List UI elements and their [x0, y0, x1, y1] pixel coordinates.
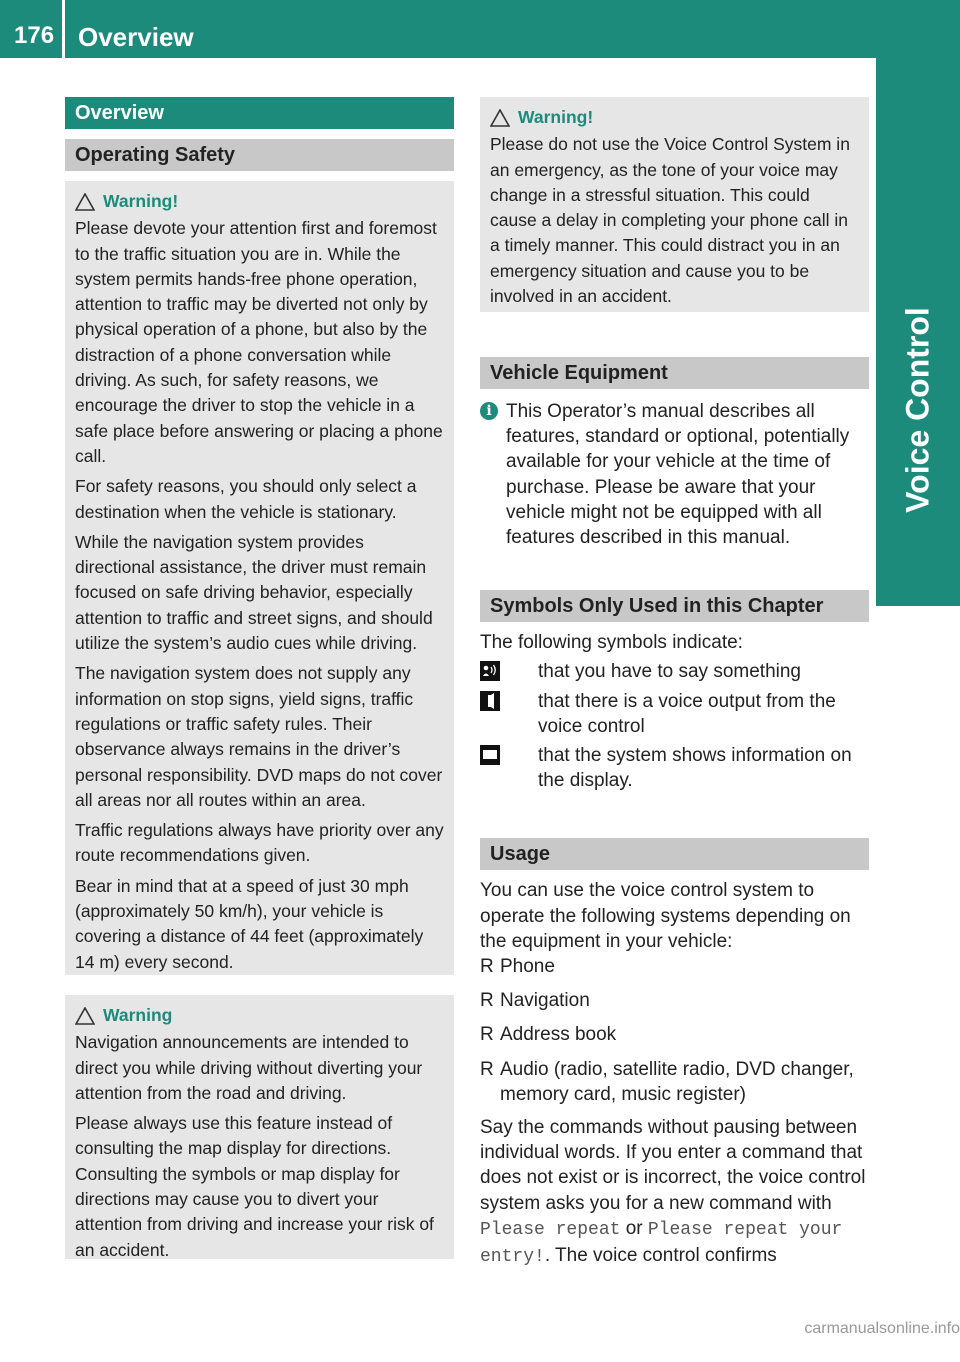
list-item: R Audio (radio, satellite radio, DVD changer, memory card, music register) [480, 1058, 854, 1105]
display-icon [480, 745, 500, 765]
section-heading-usage: Usage [480, 838, 869, 870]
usage-paragraph: Say the commands without pausing between individual words. If you enter a command that does not exist or is incorrect, the voice control system asks you for a new command with Please repeat or Please repeat your entry!. The voice control confirms [480, 1117, 866, 1268]
warning-paragraph: While the navigation system provides directional assistance, the driver must remain focused on safe driving behavior, especially attention to traffic and street signs, and should utilize the system’s audio cues while driving. [75, 531, 433, 654]
voice-output-icon [480, 691, 500, 711]
warning-paragraph: Please devote your attention first and foremost to the traffic situation you are in. While the system permits hands-free phone operation, attention to traffic may be diverted not only by physical operation of a phone, but also by the distraction of a phone conversation while driving. As such, for safety reasons, we encourage the driver to stop the vehicle in a safe place before answering or placing a phone call. [75, 218, 443, 466]
warning-box-navigation [65, 995, 454, 1259]
symbol-item: that you have to say something [480, 659, 869, 684]
usage-section [480, 878, 869, 1270]
warning-triangle-icon [75, 193, 95, 211]
warning-paragraph: The navigation system does not supply any information on stop signs, yield signs, traffic regulations or traffic safety rules. Their observance always remains in the driver’s personal responsibility. DVD maps do not cover all areas nor all routes within an area. [75, 663, 443, 810]
header-divider [62, 0, 65, 58]
warning-title: Warning [75, 1003, 444, 1028]
page-header-bar [0, 0, 960, 58]
warning-paragraph: Please do not use the Voice Control System in an emergency, as the tone of your voice may change in a stressful situation. This could cause a delay in completing your phone call in a timely manner. This could distract you in an emergency situation and cause you to be involved in an accident. [490, 134, 850, 307]
command-text: Please repeat your entry! [480, 1219, 843, 1268]
warning-triangle-icon [75, 1007, 95, 1025]
section-heading-overview: Overview [65, 97, 454, 129]
warning-box-safety [65, 181, 454, 975]
symbol-item: that there is a voice output from the voice control [480, 689, 869, 739]
info-icon: i [480, 402, 498, 420]
symbols-section [480, 630, 869, 793]
warning-box-emergency [480, 97, 869, 312]
info-text: This Operator’s manual describes all features, standard or optional, potentially available for your vehicle at the time of purchase. Please be aware that your vehicle might not be equipped with all features described in this manual. [506, 401, 850, 549]
speak-icon [480, 661, 500, 681]
left-column [65, 97, 454, 1259]
symbols-intro: The following symbols indicate: [480, 632, 743, 654]
warning-paragraph: For safety reasons, you should only select a destination when the vehicle is stationary. [75, 476, 417, 522]
subsection-heading-operating-safety: Operating Safety [65, 139, 454, 171]
side-tab-label: Voice Control [899, 307, 936, 513]
list-item: R Address book [480, 1024, 617, 1046]
warning-title: Warning! [75, 189, 444, 214]
right-column [480, 97, 869, 1270]
list-item: R Phone [480, 956, 555, 978]
command-text: Please repeat [480, 1219, 621, 1240]
warning-paragraph: Navigation announcements are intended to direct you while driving without diverting your attention from the road and driving. [75, 1032, 423, 1103]
footer-watermark: carmanualsonline.info [804, 1320, 960, 1337]
list-item: R Navigation [480, 990, 590, 1012]
symbol-item: that the system shows information on the display. [480, 743, 869, 793]
section-heading-symbols: Symbols Only Used in this Chapter [480, 590, 869, 622]
info-note [480, 399, 869, 550]
warning-paragraph: Traffic regulations always have priority over any route recommendations given. [75, 820, 444, 866]
warning-triangle-icon [490, 109, 510, 127]
warning-paragraph: Bear in mind that at a speed of just 30 mph (approximately 50 km/h), your vehicle is covering a distance of 44 feet (approximately 14 m) every second. [75, 875, 424, 972]
warning-title: Warning! [490, 105, 859, 130]
page-title: Overview [78, 22, 194, 52]
section-heading-vehicle-equipment: Vehicle Equipment [480, 357, 869, 389]
page-number: 176 [14, 22, 55, 49]
warning-paragraph: Please always use this feature instead of consulting the map display for directions. Consulting the symbols or map display for directions may cause you to divert your attention from driving and increase your risk of an accident. [75, 1113, 434, 1260]
usage-intro: You can use the voice control system to operate the following systems depending on the equipment in your vehicle: [480, 880, 851, 952]
